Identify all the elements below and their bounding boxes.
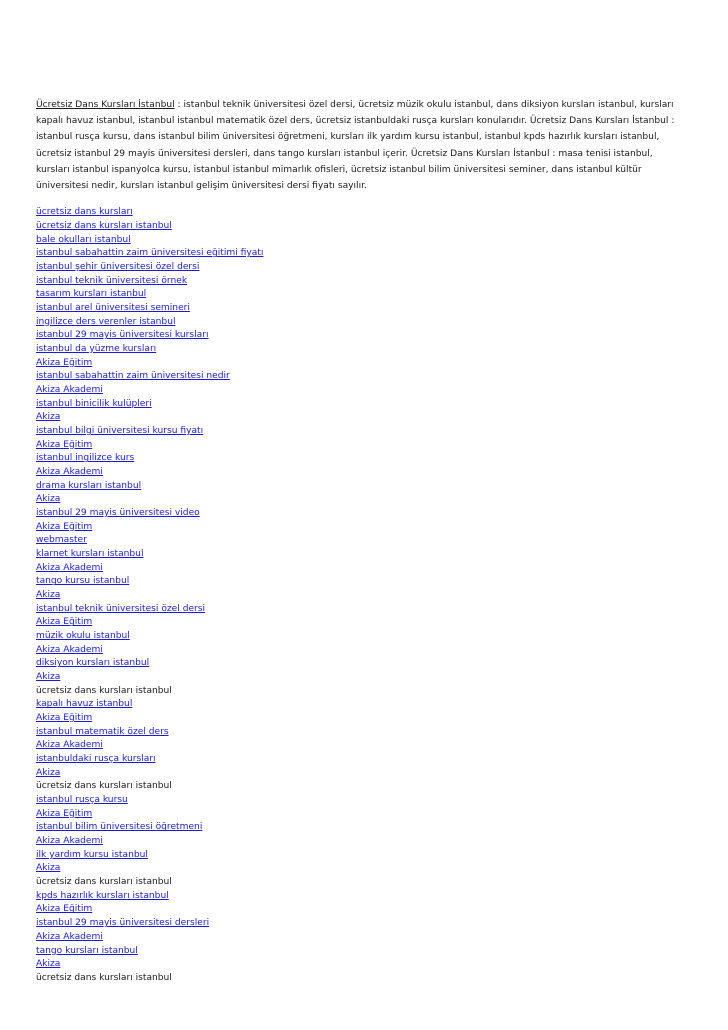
list-link[interactable]: Akiza Eğitim xyxy=(36,439,93,450)
list-link[interactable]: Akiza xyxy=(36,863,61,874)
list-item xyxy=(36,835,688,849)
list-item xyxy=(36,671,688,685)
intro-line-5: kursları istanbul ispanyolca kursu, istanbul istanbul mimarlık ofisleri, ücretsiz istanbul bilim üniversitesi seminer, dans istanbul kültür xyxy=(36,164,642,175)
list-item xyxy=(36,548,688,562)
list-item xyxy=(36,288,688,302)
list-item xyxy=(36,452,688,466)
list-link[interactable]: tango kursu istanbul xyxy=(36,576,130,587)
list-item xyxy=(36,739,688,753)
list-item xyxy=(36,657,688,671)
list-link[interactable]: Akiza xyxy=(36,590,61,601)
list-item xyxy=(36,726,688,740)
list-link[interactable]: istanbul rusça kursu xyxy=(36,795,128,806)
list-item xyxy=(36,945,688,959)
list-item xyxy=(36,780,688,794)
list-item xyxy=(36,493,688,507)
list-item xyxy=(36,247,688,261)
list-link[interactable]: tango kursları istanbul xyxy=(36,945,138,956)
list-item xyxy=(36,644,688,658)
list-item xyxy=(36,616,688,630)
list-item xyxy=(36,329,688,343)
list-link[interactable]: istanbul arel üniversitesi semineri xyxy=(36,302,190,313)
list-item xyxy=(36,261,688,275)
list-link[interactable]: istanbul bilgi üniversitesi kursu fiyatı xyxy=(36,425,204,436)
list-link[interactable]: istanbul ingilizce kurs xyxy=(36,453,135,464)
list-link[interactable]: webmaster xyxy=(36,535,87,546)
list-text: ücretsiz dans kursları istanbul xyxy=(36,685,172,696)
list-item xyxy=(36,411,688,425)
page-content xyxy=(36,97,688,986)
list-link[interactable]: Akiza Akademi xyxy=(36,384,103,395)
list-item xyxy=(36,712,688,726)
list-link[interactable]: istanbul binicilik kulüpleri xyxy=(36,398,152,409)
intro-title-link[interactable]: Ücretsiz Dans Kursları İstanbul xyxy=(36,100,175,110)
list-link[interactable]: Akiza xyxy=(36,672,61,683)
list-item xyxy=(36,767,688,781)
list-link[interactable]: müzik okulu istanbul xyxy=(36,631,130,642)
list-item xyxy=(36,425,688,439)
list-link[interactable]: istanbul bilim üniversitesi öğretmeni xyxy=(36,822,203,833)
list-link[interactable]: Akiza Akademi xyxy=(36,562,103,573)
list-item xyxy=(36,220,688,234)
list-link[interactable]: kapalı havuz istanbul xyxy=(36,699,133,710)
list-item xyxy=(36,876,688,890)
list-link[interactable]: Akiza Akademi xyxy=(36,931,103,942)
list-link[interactable]: istanbul da yüzme kursları xyxy=(36,343,157,354)
list-item xyxy=(36,589,688,603)
list-link[interactable]: istanbul teknik üniversitesi özel dersi xyxy=(36,603,206,614)
list-link[interactable]: bale okulları istanbul xyxy=(36,234,131,245)
list-item xyxy=(36,357,688,371)
list-link[interactable]: Akiza Akademi xyxy=(36,466,103,477)
list-link[interactable]: istanbul teknik üniversitesi örnek xyxy=(36,275,188,286)
list-link[interactable]: ücretsiz dans kursları istanbul xyxy=(36,220,172,231)
list-link[interactable]: Akiza Eğitim xyxy=(36,713,93,724)
list-link[interactable]: istanbul sabahattin zaim üniversitesi eğitimi fiyatı xyxy=(36,248,264,259)
list-link[interactable]: Akiza xyxy=(36,494,61,505)
list-link[interactable]: istanbul 29 mayis üniversitesi dersleri xyxy=(36,918,210,929)
list-item xyxy=(36,234,688,248)
list-link[interactable]: ingilizce ders verenler istanbul xyxy=(36,316,176,327)
list-item xyxy=(36,862,688,876)
link-list xyxy=(36,206,688,985)
list-link[interactable]: istanbul 29 mayis üniversitesi kursları xyxy=(36,330,209,341)
list-link[interactable]: drama kursları istanbul xyxy=(36,480,142,491)
intro-line-text: : istanbul teknik üniversitesi özel dersi, ücretsiz müzik okulu istanbul, dans diksiyon kursları istanbul, kursları xyxy=(174,100,674,110)
list-link[interactable]: Akiza Akademi xyxy=(36,644,103,655)
list-link[interactable]: ücretsiz dans kursları xyxy=(36,207,133,218)
list-item xyxy=(36,316,688,330)
list-link[interactable]: diksiyon kursları istanbul xyxy=(36,658,150,669)
list-link[interactable]: Akiza xyxy=(36,412,61,423)
list-item xyxy=(36,384,688,398)
list-item xyxy=(36,398,688,412)
list-item xyxy=(36,206,688,220)
list-item xyxy=(36,890,688,904)
list-item xyxy=(36,507,688,521)
list-text: ücretsiz dans kursları istanbul xyxy=(36,877,172,888)
list-link[interactable]: tasarım kursları istanbul xyxy=(36,289,147,300)
list-item xyxy=(36,439,688,453)
list-item xyxy=(36,958,688,972)
list-link[interactable]: ilk yardım kursu istanbul xyxy=(36,849,148,860)
list-item xyxy=(36,698,688,712)
intro-line-2: kapalı havuz istanbul, istanbul istanbul matematik özel ders, ücretsiz istanbuldaki rusça kursları konularıdır. Ücretsiz Dans Kursları İstanbul : xyxy=(36,116,675,127)
list-item xyxy=(36,685,688,699)
list-item xyxy=(36,603,688,617)
list-link[interactable]: istanbuldaki rusça kursları xyxy=(36,754,156,765)
list-link[interactable]: Akiza Akademi xyxy=(36,836,103,847)
intro-paragraph xyxy=(36,97,688,194)
list-item xyxy=(36,521,688,535)
list-item xyxy=(36,753,688,767)
list-item xyxy=(36,343,688,357)
intro-line-6: üniversitesi nedir, kursları istanbul gelişim üniversitesi dersi fiyatı sayılır. xyxy=(36,181,367,192)
list-link[interactable]: kpds hazırlık kursları istanbul xyxy=(36,890,169,901)
list-item xyxy=(36,903,688,917)
list-link[interactable]: Akiza Eğitim xyxy=(36,904,93,915)
list-item xyxy=(36,821,688,835)
list-item xyxy=(36,480,688,494)
list-item xyxy=(36,931,688,945)
list-item xyxy=(36,275,688,289)
list-item xyxy=(36,466,688,480)
list-link[interactable]: Akiza Eğitim xyxy=(36,357,93,368)
list-item xyxy=(36,794,688,808)
intro-line-1 xyxy=(36,97,688,113)
list-item xyxy=(36,849,688,863)
list-link[interactable]: istanbul sabahattin zaim üniversitesi nedir xyxy=(36,371,230,382)
list-link[interactable]: Akiza Eğitim xyxy=(36,808,93,819)
list-link[interactable]: klarnet kursları istanbul xyxy=(36,549,144,560)
list-item xyxy=(36,302,688,316)
list-link[interactable]: istanbul matematik özel ders xyxy=(36,726,169,737)
list-item xyxy=(36,972,688,986)
list-link[interactable]: istanbul şehir üniversitesi özel dersi xyxy=(36,261,200,272)
list-link[interactable]: Akiza Eğitim xyxy=(36,521,93,532)
list-item xyxy=(36,575,688,589)
list-item xyxy=(36,917,688,931)
list-item xyxy=(36,630,688,644)
list-item xyxy=(36,534,688,548)
list-text: ücretsiz dans kursları istanbul xyxy=(36,781,172,792)
list-item xyxy=(36,562,688,576)
list-link[interactable]: Akiza xyxy=(36,959,61,970)
list-item xyxy=(36,370,688,384)
list-link[interactable]: istanbul 29 mayis üniversitesi video xyxy=(36,508,200,518)
intro-line-4: ücretsiz istanbul 29 mayis üniversitesi dersleri, dans tango kursları istanbul içerir. Ücretsiz Dans Kursları İstanbul : masa tenisi istanbul, xyxy=(36,148,653,159)
list-link[interactable]: Akiza Eğitim xyxy=(36,617,93,628)
list-item xyxy=(36,808,688,822)
list-link[interactable]: Akiza Akademi xyxy=(36,740,103,751)
list-text: ücretsiz dans kursları istanbul xyxy=(36,972,172,983)
intro-line-3: istanbul rusça kursu, dans istanbul bilim üniversitesi öğretmeni, kursları ilk yardım kursu istanbul, istanbul kpds hazırlık kursları istanbul, xyxy=(36,132,660,143)
list-link[interactable]: Akiza xyxy=(36,767,61,778)
